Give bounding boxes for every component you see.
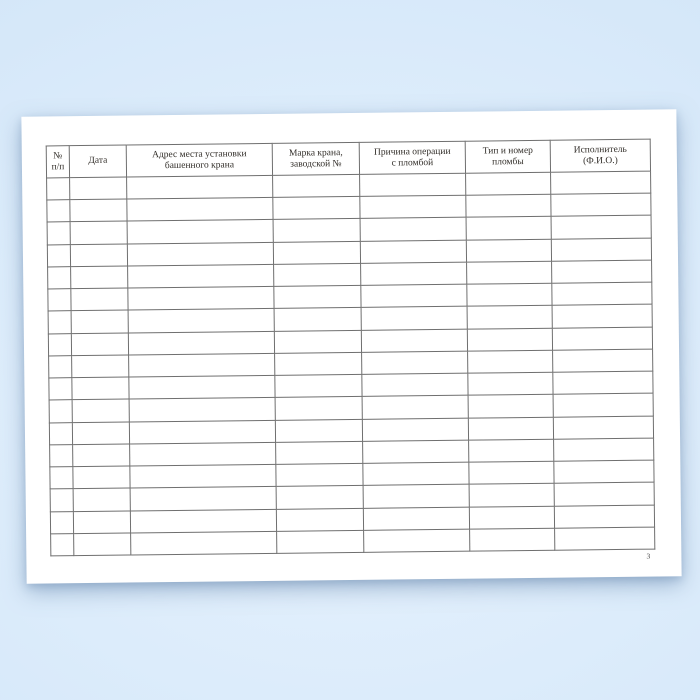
table-cell bbox=[129, 398, 275, 422]
table-cell bbox=[50, 467, 73, 489]
table-cell bbox=[470, 528, 555, 551]
table-cell bbox=[130, 464, 276, 488]
table-cell bbox=[274, 330, 361, 353]
table-cell bbox=[127, 242, 273, 266]
table-cell bbox=[47, 178, 70, 200]
table-cell bbox=[73, 488, 130, 511]
table-cell bbox=[127, 220, 273, 244]
table-cell bbox=[48, 289, 71, 311]
table-cell bbox=[555, 527, 655, 550]
table-cell bbox=[49, 356, 72, 378]
table-cell bbox=[129, 353, 275, 377]
table-cell bbox=[130, 442, 276, 466]
table-cell bbox=[554, 460, 654, 483]
document-page-inner bbox=[21, 109, 681, 583]
table-cell bbox=[70, 244, 127, 267]
table-cell bbox=[553, 371, 653, 394]
table-cell bbox=[553, 393, 653, 416]
table-cell bbox=[275, 352, 362, 375]
table-cell bbox=[47, 244, 70, 266]
column-header-address: Адрес места установки башенного крана bbox=[126, 143, 272, 177]
table-cell bbox=[363, 462, 469, 485]
table-cell bbox=[553, 416, 653, 439]
table-cell bbox=[127, 198, 273, 222]
table-cell bbox=[74, 533, 131, 556]
table-cell bbox=[360, 195, 466, 218]
table-cell bbox=[360, 173, 466, 196]
table-cell bbox=[71, 333, 128, 356]
column-header-executor: Исполнитель (Ф.И.О.) bbox=[550, 139, 650, 172]
table-cell bbox=[131, 531, 277, 555]
table-cell bbox=[552, 304, 652, 327]
table-cell bbox=[468, 372, 553, 395]
table-cell bbox=[128, 331, 274, 355]
column-header-crane-model: Марка крана, заводской № bbox=[272, 142, 359, 175]
table-cell bbox=[128, 287, 274, 311]
table-cell bbox=[467, 261, 552, 284]
table-cell bbox=[362, 396, 468, 419]
table-cell bbox=[362, 418, 468, 441]
table-cell bbox=[70, 199, 127, 222]
table-cell bbox=[129, 420, 275, 444]
table-cell bbox=[552, 327, 652, 350]
table-cell bbox=[469, 506, 554, 529]
table-cell bbox=[361, 329, 467, 352]
table-cell bbox=[49, 400, 72, 422]
table-cell bbox=[47, 222, 70, 244]
table-cell bbox=[127, 175, 273, 199]
table-cell bbox=[468, 417, 553, 440]
table-cell bbox=[128, 309, 274, 333]
table-cell bbox=[275, 374, 362, 397]
table-cell bbox=[130, 509, 276, 533]
table-cell bbox=[554, 438, 654, 461]
table-cell bbox=[50, 444, 73, 466]
table-cell bbox=[130, 487, 276, 511]
table-cell bbox=[50, 489, 73, 511]
table-cell bbox=[49, 422, 72, 444]
table-cell bbox=[469, 461, 554, 484]
table-cell bbox=[554, 482, 654, 505]
table-cell bbox=[469, 439, 554, 462]
table-cell bbox=[48, 267, 71, 289]
page-number: 3 bbox=[646, 551, 651, 561]
table-cell bbox=[71, 310, 128, 333]
table-cell bbox=[468, 350, 553, 373]
table-cell bbox=[48, 333, 71, 355]
document-page bbox=[21, 109, 681, 583]
table-cell bbox=[467, 306, 552, 329]
table-cell bbox=[73, 444, 130, 467]
table-cell bbox=[274, 263, 361, 286]
table-cell bbox=[276, 441, 363, 464]
table-cell bbox=[73, 511, 130, 534]
table-cell bbox=[363, 507, 469, 530]
table-cell bbox=[274, 308, 361, 331]
table-cell bbox=[360, 218, 466, 241]
column-header-seal-type-number: Тип и номер пломбы bbox=[465, 140, 550, 173]
table-cell bbox=[363, 484, 469, 507]
table-cell bbox=[551, 193, 651, 216]
table-cell bbox=[466, 239, 551, 262]
table-cell bbox=[129, 375, 275, 399]
table-cell bbox=[72, 355, 129, 378]
table-cell bbox=[469, 483, 554, 506]
table-cell bbox=[276, 486, 363, 509]
table-cell bbox=[468, 395, 553, 418]
table-cell bbox=[551, 216, 651, 239]
table-cell bbox=[362, 373, 468, 396]
table-cell bbox=[466, 194, 551, 217]
column-header-date: Дата bbox=[69, 145, 126, 178]
table-cell bbox=[48, 311, 71, 333]
table-cell bbox=[50, 511, 73, 533]
table-cell bbox=[362, 351, 468, 374]
table-cell bbox=[273, 174, 360, 197]
table-cell bbox=[71, 266, 128, 289]
table-cell bbox=[361, 262, 467, 285]
table-cell bbox=[274, 286, 361, 309]
table-cell bbox=[360, 240, 466, 263]
table-cell bbox=[361, 307, 467, 330]
table-cell bbox=[47, 200, 70, 222]
table-cell bbox=[275, 419, 362, 442]
table-cell bbox=[552, 282, 652, 305]
table-cell bbox=[553, 349, 653, 372]
table-cell bbox=[275, 397, 362, 420]
table-cell bbox=[552, 260, 652, 283]
table-body bbox=[47, 171, 655, 556]
table-cell bbox=[467, 328, 552, 351]
table-cell bbox=[72, 399, 129, 422]
table-cell bbox=[51, 533, 74, 556]
table-cell bbox=[70, 222, 127, 245]
table-cell bbox=[128, 264, 274, 288]
seal-operations-table bbox=[46, 139, 656, 557]
table-cell bbox=[72, 377, 129, 400]
table-cell bbox=[71, 288, 128, 311]
table-cell bbox=[73, 466, 130, 489]
column-header-operation-reason: Причина операции с пломбой bbox=[359, 141, 465, 174]
table-cell bbox=[361, 284, 467, 307]
table-cell bbox=[273, 197, 360, 220]
table-cell bbox=[364, 529, 470, 552]
table-cell bbox=[467, 283, 552, 306]
table-cell bbox=[72, 422, 129, 445]
table-cell bbox=[466, 172, 551, 195]
table-cell bbox=[276, 463, 363, 486]
table-cell bbox=[554, 505, 654, 528]
table-cell bbox=[277, 530, 364, 553]
column-header-number: № п/п bbox=[46, 146, 69, 178]
table-cell bbox=[466, 217, 551, 240]
table-cell bbox=[273, 241, 360, 264]
table-cell bbox=[551, 238, 651, 261]
table-cell bbox=[363, 440, 469, 463]
table-cell bbox=[551, 171, 651, 194]
table-cell bbox=[70, 177, 127, 200]
table-cell bbox=[276, 508, 363, 531]
table-cell bbox=[273, 219, 360, 242]
table-cell bbox=[49, 378, 72, 400]
